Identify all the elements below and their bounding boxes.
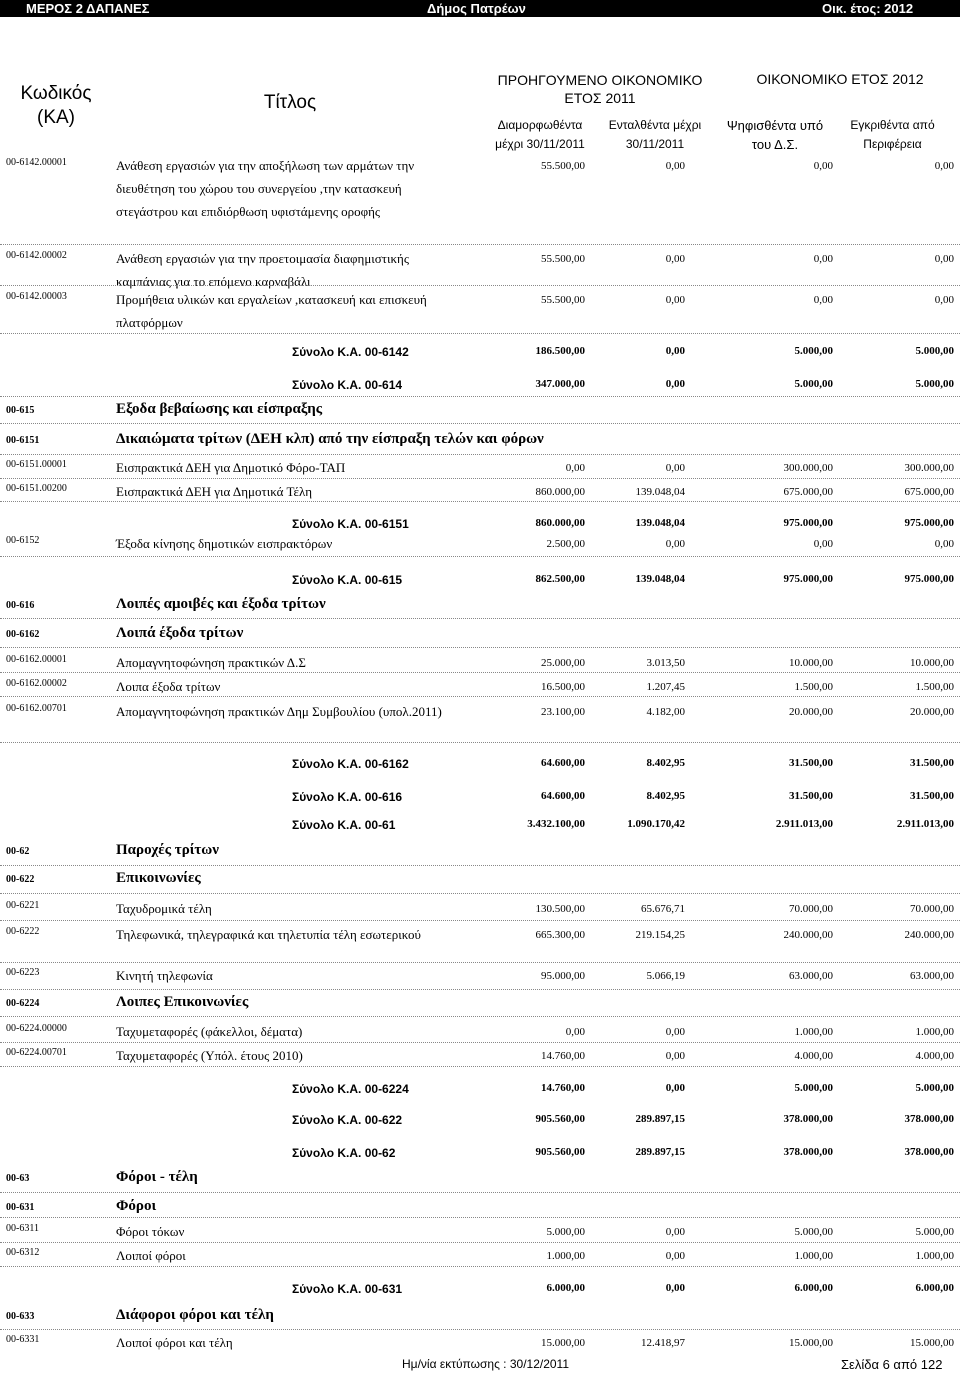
fiscal-year-label: Οικ. έτος: 2012 [822,1,914,16]
value-cell-4: 5.000,00 [915,345,954,357]
row-title: Φόροι - τέλη [116,1169,198,1185]
value-cell-3: 378.000,00 [783,1113,833,1125]
row-title: Απομαγνητοφώνηση πρακτικών Δ.Σ [116,655,306,670]
row-title: Παροχές τρίτων [116,842,219,858]
value-cell-3: 4.000,00 [794,1050,833,1062]
row-separator [0,1217,960,1218]
value-cell-1: 860.000,00 [535,486,585,498]
row-separator [0,285,960,286]
value-cell-4: 31.500,00 [910,757,954,769]
value-cell-4: 240.000,00 [904,929,954,941]
row-title: Δικαιώματα τρίτων (ΔΕΗ κλπ) από την είσπραξη τελών και φόρων [116,431,544,447]
value-cell-2: 12.418,97 [641,1337,685,1349]
top-bar [0,0,960,17]
value-cell-2: 0,00 [665,1282,685,1294]
row-code: 00-6142.00003 [6,291,67,302]
value-cell-3: 0,00 [813,538,833,550]
value-cell-4: 675.000,00 [904,486,954,498]
row-code: 00-616 [6,600,35,611]
row-title: Λοιποί φόροι [116,1248,186,1263]
value-cell-1: 1.000,00 [546,1250,585,1262]
row-separator [0,672,960,673]
value-cell-4: 0,00 [934,294,954,306]
value-cell-1: 905.560,00 [535,1146,585,1158]
row-code: 00-6222 [6,926,40,937]
value-cell-2: 219.154,25 [635,929,685,941]
row-separator [0,454,960,455]
row-code: 00-6142.00002 [6,250,67,261]
value-cell-3: 31.500,00 [789,757,833,769]
row-separator [0,501,960,502]
row-code: 00-63 [6,1173,30,1184]
row-separator [0,1192,960,1193]
value-cell-2: 0,00 [665,1250,685,1262]
row-code: 00-6311 [6,1223,39,1234]
row-title: Διάφοροι φόροι και τέλη [116,1307,274,1323]
row-code: 00-622 [6,874,35,885]
value-cell-1: 0,00 [565,462,585,474]
row-title: Φόροι [116,1198,157,1214]
value-cell-3: 6.000,00 [794,1282,833,1294]
value-cell-1: 55.500,00 [541,294,585,306]
row-title: Λοιπές αμοιβές και έξοδα τρίτων [116,596,326,612]
col2-header: Ενταλθέντα μέχρι 30/11/2011 [608,118,702,151]
row-code: 00-6151.00200 [6,483,67,494]
value-cell-4: 1.000,00 [915,1250,954,1262]
row-title: Ταχυμεταφορές (Υπόλ. έτους 2010) [116,1048,303,1063]
value-cell-3: 975.000,00 [783,573,833,585]
value-cell-3: 5.000,00 [794,378,833,390]
total-label: Σύνολο Κ.Α. 00-622 [292,1113,403,1127]
row-title: Εισπρακτικά ΔΕΗ για Δημοτικά Τέλη [116,484,312,499]
value-cell-2: 0,00 [665,1050,685,1062]
value-cell-2: 289.897,15 [635,1113,685,1125]
total-label: Σύνολο Κ.Α. 00-614 [292,378,403,392]
row-code: 00-6162.00002 [6,678,67,689]
row-title: Απομαγνητοφώνηση πρακτικών Δημ Συμβουλίου (υπολ.2011) [116,704,442,719]
value-cell-2: 8.402,95 [646,790,685,802]
row-title: Ανάθεση εργασιών για την προετοιμασία διαφημιστικής καμπάνιας για το επόμενο καρναβάλι [116,251,410,289]
value-cell-3: 378.000,00 [783,1146,833,1158]
row-separator [0,396,960,397]
value-cell-4: 300.000,00 [904,462,954,474]
value-cell-2: 65.676,71 [641,903,685,915]
value-cell-2: 1.207,45 [646,681,685,693]
row-title: Φόροι τόκων [116,1224,185,1239]
row-separator [0,556,960,557]
value-cell-1: 25.000,00 [541,657,585,669]
col4-header: Εγκριθέντα από Περιφέρεια [850,118,935,151]
row-title: Λοιποί φόροι και τέλη [116,1335,233,1350]
row-separator [0,423,960,424]
value-cell-4: 0,00 [934,160,954,172]
row-code: 00-62 [6,846,30,857]
value-cell-4: 1.500,00 [915,681,954,693]
value-cell-3: 675.000,00 [783,486,833,498]
value-cell-3: 0,00 [813,160,833,172]
value-cell-1: 14.760,00 [541,1050,585,1062]
value-cell-1: 23.100,00 [541,706,585,718]
value-cell-2: 3.013,50 [646,657,685,669]
value-cell-4: 378.000,00 [904,1113,954,1125]
value-cell-2: 0,00 [665,1082,685,1094]
row-code: 00-6152 [6,535,40,546]
total-label: Σύνολο Κ.Α. 00-616 [292,790,403,804]
row-separator [0,618,960,619]
value-cell-1: 64.600,00 [541,757,585,769]
row-separator [0,989,960,990]
value-cell-3: 70.000,00 [789,903,833,915]
row-title: Προμήθεια υλικών και εργαλείων ,κατασκευή και επισκευή πλατφόρμων [116,292,427,330]
row-separator [0,893,960,894]
value-cell-4: 2.911.013,00 [896,818,954,830]
row-title: Ανάθεση εργασιών για την αποξήλωση των αρμάτων την διευθέτηση του χώρου του συνεργείου ,την κατασκευή στεγάστρου και επιδιόρθωση υφιστάμενης οροφής [116,158,415,219]
value-cell-1: 905.560,00 [535,1113,585,1125]
total-label: Σύνολο Κ.Α. 00-615 [292,573,403,587]
value-cell-3: 1.000,00 [794,1250,833,1262]
value-cell-2: 0,00 [665,1226,685,1238]
row-code: 00-6142.00001 [6,157,67,168]
row-title: Κινητή τηλεφωνία [116,968,213,983]
row-code: 00-6223 [6,967,40,978]
value-cell-1: 16.500,00 [541,681,585,693]
row-title: Λοιπά έξοδα τρίτων [116,625,244,641]
value-cell-2: 1.090.170,42 [627,818,685,830]
value-cell-1: 15.000,00 [541,1337,585,1349]
row-title: Ταχυμεταφορές (φάκελλοι, δέματα) [116,1024,303,1039]
row-title: Εξοδα βεβαίωσης και είσπραξης [116,401,323,417]
value-cell-4: 10.000,00 [910,657,954,669]
value-cell-3: 1.500,00 [794,681,833,693]
row-separator [0,1329,960,1330]
value-cell-3: 63.000,00 [789,970,833,982]
row-code: 00-6162.00701 [6,703,67,714]
value-cell-3: 5.000,00 [794,345,833,357]
value-cell-2: 289.897,15 [635,1146,685,1158]
row-separator [0,647,960,648]
value-cell-1: 55.500,00 [541,253,585,265]
value-cell-1: 3.432.100,00 [527,818,585,830]
total-label: Σύνολο Κ.Α. 00-6151 [292,517,409,531]
value-cell-2: 0,00 [665,253,685,265]
row-separator [0,742,960,743]
code-header: Κωδικός (ΚΑ) [20,83,92,128]
value-cell-4: 1.000,00 [915,1026,954,1038]
row-separator [0,1242,960,1243]
value-cell-4: 5.000,00 [915,378,954,390]
value-cell-1: 95.000,00 [541,970,585,982]
value-cell-3: 10.000,00 [789,657,833,669]
value-cell-4: 6.000,00 [915,1282,954,1294]
value-cell-1: 14.760,00 [541,1082,585,1094]
row-title: Έξοδα κίνησης δημοτικών εισπρακτόρων [116,536,333,551]
value-cell-2: 139.048,04 [635,486,685,498]
row-code: 00-6331 [6,1334,40,1345]
row-code: 00-633 [6,1311,35,1322]
value-cell-2: 0,00 [665,378,685,390]
row-code: 00-6151 [6,435,40,446]
value-cell-4: 5.000,00 [915,1082,954,1094]
value-cell-2: 139.048,04 [635,573,685,585]
total-label: Σύνολο Κ.Α. 00-631 [292,1282,403,1296]
value-cell-3: 31.500,00 [789,790,833,802]
value-cell-2: 5.066,19 [646,970,685,982]
value-cell-3: 300.000,00 [783,462,833,474]
value-cell-2: 0,00 [665,345,685,357]
total-label: Σύνολο Κ.Α. 00-61 [292,818,396,832]
row-separator [0,478,960,479]
value-cell-1: 5.000,00 [546,1226,585,1238]
row-title: Λοιπα έξοδα τρίτων [116,679,221,694]
page-number: Σελίδα 6 από 122 [841,1357,943,1372]
total-label: Σύνολο Κ.Α. 00-6142 [292,345,409,359]
value-cell-3: 0,00 [813,253,833,265]
value-cell-1: 64.600,00 [541,790,585,802]
value-cell-3: 5.000,00 [794,1226,833,1238]
value-cell-3: 0,00 [813,294,833,306]
row-separator [0,1066,960,1067]
value-cell-2: 0,00 [665,294,685,306]
row-code: 00-6224.00701 [6,1047,67,1058]
row-title: Τηλεφωνικά, τηλεγραφικά και τηλετυπία τέλη εσωτερικού [116,927,421,942]
value-cell-4: 0,00 [934,253,954,265]
value-cell-4: 31.500,00 [910,790,954,802]
value-cell-3: 975.000,00 [783,517,833,529]
value-cell-2: 0,00 [665,1026,685,1038]
value-cell-4: 63.000,00 [910,970,954,982]
row-separator [0,920,960,921]
section-label: ΜΕΡΟΣ 2 ΔΑΠΑΝΕΣ [26,1,150,16]
value-cell-4: 70.000,00 [910,903,954,915]
row-separator [0,244,960,245]
value-cell-4: 0,00 [934,538,954,550]
col1-header: Διαμορφωθέντα μέχρι 30/11/2011 [495,118,585,151]
row-code: 00-6162.00001 [6,654,67,665]
col3-header: Ψηφισθέντα υπό του Δ.Σ. [726,118,824,152]
row-separator [0,865,960,866]
value-cell-1: 347.000,00 [535,378,585,390]
value-cell-1: 55.500,00 [541,160,585,172]
value-cell-4: 5.000,00 [915,1226,954,1238]
total-label: Σύνολο Κ.Α. 00-62 [292,1146,396,1160]
row-separator [0,696,960,697]
value-cell-3: 1.000,00 [794,1026,833,1038]
row-title: Λοιπες Επικοινωνίες [116,994,249,1010]
value-cell-1: 2.500,00 [546,538,585,550]
title-header: Τίτλος [263,92,317,113]
value-cell-2: 139.048,04 [635,517,685,529]
row-code: 00-631 [6,1202,35,1213]
row-code: 00-6224.00000 [6,1023,67,1034]
value-cell-4: 975.000,00 [904,517,954,529]
value-cell-2: 0,00 [665,160,685,172]
row-title: Ταχυδρομικά τέλη [116,901,212,916]
total-label: Σύνολο Κ.Α. 00-6162 [292,757,409,771]
row-separator [0,1266,960,1267]
value-cell-1: 130.500,00 [535,903,585,915]
value-cell-4: 20.000,00 [910,706,954,718]
value-cell-1: 665.300,00 [535,929,585,941]
value-cell-4: 378.000,00 [904,1146,954,1158]
value-cell-4: 15.000,00 [910,1337,954,1349]
value-cell-1: 862.500,00 [535,573,585,585]
value-cell-1: 186.500,00 [535,345,585,357]
row-code: 00-6162 [6,629,40,640]
municipality-label: Δήμος Πατρέων [427,1,526,16]
value-cell-3: 2.911.013,00 [775,818,833,830]
row-separator [0,1042,960,1043]
value-cell-2: 4.182,00 [646,706,685,718]
current-year-header: ΟΙΚΟΝΟΜΙΚΟ ΕΤΟΣ 2012 [756,71,924,87]
value-cell-1: 860.000,00 [535,517,585,529]
value-cell-3: 20.000,00 [789,706,833,718]
row-separator [0,333,960,334]
prev-year-header: ΠΡΟΗΓΟΥΜΕΝΟ ΟΙΚΟΝΟΜΙΚΟ ΕΤΟΣ 2011 [497,72,703,106]
row-code: 00-6151.00001 [6,459,67,470]
value-cell-3: 240.000,00 [783,929,833,941]
value-cell-1: 6.000,00 [546,1282,585,1294]
value-cell-4: 4.000,00 [915,1050,954,1062]
row-code: 00-6312 [6,1247,40,1258]
total-label: Σύνολο Κ.Α. 00-6224 [292,1082,409,1096]
value-cell-2: 8.402,95 [646,757,685,769]
row-separator [0,1016,960,1017]
value-cell-3: 5.000,00 [794,1082,833,1094]
row-title: Εισπρακτικά ΔΕΗ για Δημοτικό Φόρο-ΤΑΠ [116,460,346,475]
value-cell-2: 0,00 [665,538,685,550]
value-cell-4: 975.000,00 [904,573,954,585]
row-code: 00-615 [6,405,35,416]
row-code: 00-6224 [6,998,40,1009]
value-cell-1: 0,00 [565,1026,585,1038]
row-separator [0,962,960,963]
print-date: Ημ/νία εκτύπωσης : 30/12/2011 [402,1357,570,1371]
row-code: 00-6221 [6,900,40,911]
value-cell-3: 15.000,00 [789,1337,833,1349]
value-cell-2: 0,00 [665,462,685,474]
row-title: Επικοινωνίες [116,870,201,886]
